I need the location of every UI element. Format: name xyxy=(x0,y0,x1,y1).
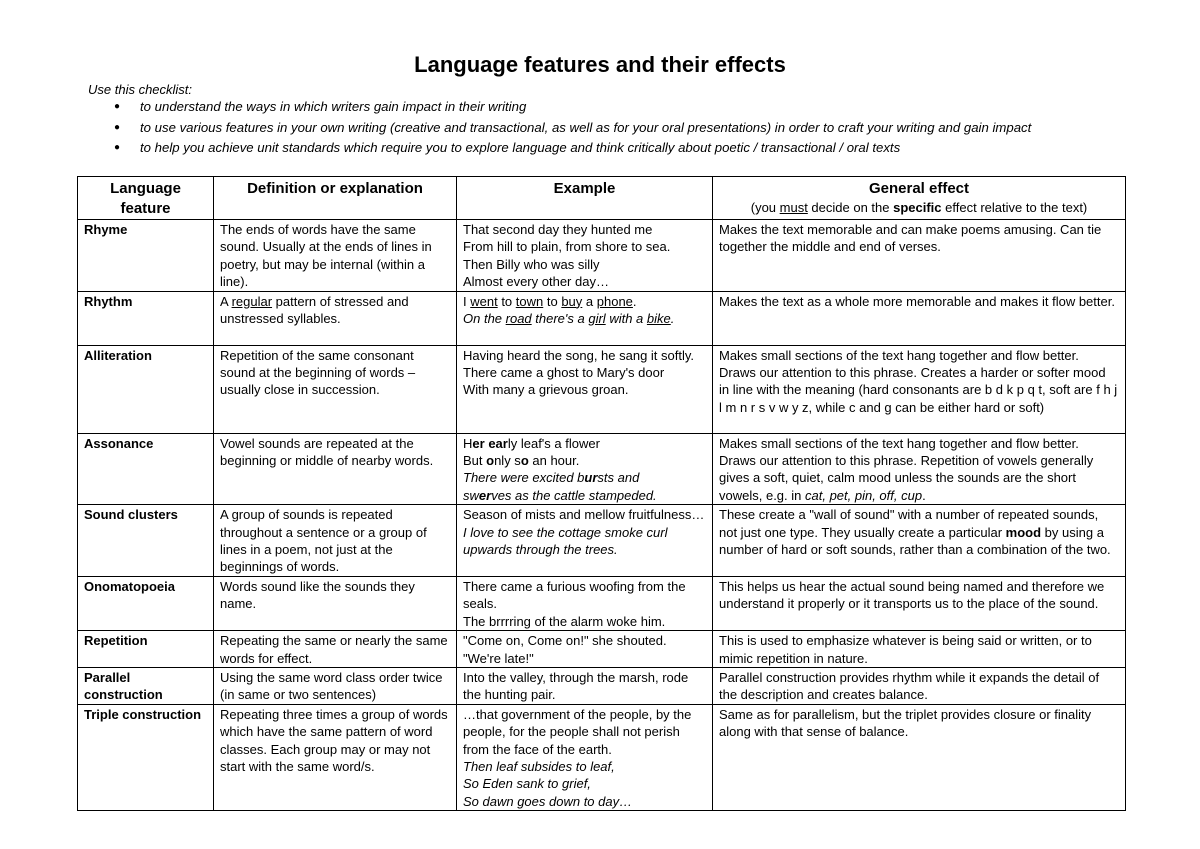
feature-name: Sound clusters xyxy=(78,505,214,577)
effect-cell: Makes small sections of the text hang together and flow better. Draws our attention to this phrase. Repetition of vowels generally gives a soft, quiet, calm mood unless the sounds are the short vowels, e.g. in cat, pet, pin, off, cup. xyxy=(713,433,1126,505)
header-feature: Language feature xyxy=(78,177,214,220)
table-row xyxy=(78,631,1126,668)
feature-name: Alliteration xyxy=(78,345,214,433)
checklist-item xyxy=(112,118,1162,139)
table-row xyxy=(78,345,1126,433)
intro-text: Use this checklist: xyxy=(88,82,193,97)
effect-cell: These create a "wall of sound" with a number of repeated sounds, not just one type. They usually create a particular mood by using a number of hard or soft sounds, rather than a combination of the two. xyxy=(713,505,1126,577)
definition-cell: Repeating three times a group of words which have the same pattern of word classes. Each group may or may not start with the same word/s. xyxy=(214,704,457,810)
effect-cell: Parallel construction provides rhythm while it expands the detail of the description and creates balance. xyxy=(713,667,1126,704)
bullet-icon: ● xyxy=(114,121,121,133)
header-effect-note: (you must decide on the specific effect relative to the text) xyxy=(750,200,1088,215)
definition-cell: The ends of words have the same sound. Usually at the ends of lines in poetry, but may be internal (within a line). xyxy=(214,220,457,292)
feature-name: Repetition xyxy=(78,631,214,668)
header-definition: Definition or explanation xyxy=(214,177,457,220)
feature-name: Triple construction xyxy=(78,704,214,810)
effect-cell: This is used to emphasize whatever is being said or written, or to mimic repetition in nature. xyxy=(713,631,1126,668)
checklist xyxy=(112,97,1162,159)
example-cell: Season of mists and mellow fruitfulness… I love to see the cottage smoke curl upwards through the trees. xyxy=(457,505,713,577)
effect-cell: Makes small sections of the text hang together and flow better. Draws our attention to this phrase. Creates a harder or softer mood in line with the meaning (hard consonants are b d k p q t, soft are f h j l m n r s v w y z, while c and g can be either hard or soft) xyxy=(713,345,1126,433)
table-row xyxy=(78,704,1126,810)
page-title: Language features and their effects xyxy=(414,52,786,77)
checklist-item xyxy=(112,97,1162,118)
feature-name: Rhythm xyxy=(78,291,214,345)
effect-cell: This helps us hear the actual sound being named and therefore we understand it properly or it transports us to the place of the sound. xyxy=(713,576,1126,630)
definition-cell: A group of sounds is repeated throughout a sentence or a group of lines in a poem, not just at the beginnings of words. xyxy=(214,505,457,577)
checklist-item-text: to understand the ways in which writers gain impact in their writing xyxy=(140,99,527,114)
table-row xyxy=(78,433,1126,505)
example-cell: Into the valley, through the marsh, rode the hunting pair. xyxy=(457,667,713,704)
definition-cell: Using the same word class order twice (in same or two sentences) xyxy=(214,667,457,704)
checklist-item-text: to help you achieve unit standards which require you to explore language and think critically about poetic / transactional / oral texts xyxy=(140,140,901,155)
feature-name: Assonance xyxy=(78,433,214,505)
feature-name: Onomatopoeia xyxy=(78,576,214,630)
checklist-item-text: to use various features in your own writing (creative and transactional, as well as for your oral presentations) in order to craft your writing and gain impact xyxy=(140,119,1032,135)
features-table xyxy=(77,176,1126,811)
checklist-item xyxy=(112,138,1162,159)
header-example: Example xyxy=(457,177,713,220)
example-cell: Her early leaf's a flower But only so an hour. There were excited bursts and swerves as the cattle stampeded. xyxy=(457,433,713,505)
bullet-icon: ● xyxy=(114,101,121,112)
header-effect xyxy=(713,177,1126,220)
example-cell: …that government of the people, by the people, for the people shall not perish from the face of the earth. Then leaf subsides to leaf, So Eden sank to grief, So dawn goes down to day… xyxy=(457,704,713,810)
table-row xyxy=(78,291,1126,345)
effect-cell: Same as for parallelism, but the triplet provides closure or finality along with that sense of balance. xyxy=(713,704,1126,810)
example-cell: That second day they hunted me From hill to plain, from shore to sea. Then Billy who was silly Almost every other day… xyxy=(457,220,713,292)
header-row xyxy=(78,177,1126,220)
bullet-icon: ● xyxy=(114,142,121,153)
example-cell: There came a furious woofing from the seals. The brrrring of the alarm woke him. xyxy=(457,576,713,630)
example-cell: I went to town to buy a phone. On the road there's a girl with a bike. xyxy=(457,291,713,345)
definition-cell: Repeating the same or nearly the same words for effect. xyxy=(214,631,457,668)
definition-cell: Words sound like the sounds they name. xyxy=(214,576,457,630)
effect-cell: Makes the text memorable and can make poems amusing. Can tie together the middle and end of verses. xyxy=(713,220,1126,292)
example-cell: Having heard the song, he sang it softly. There came a ghost to Mary's door With many a grievous groan. xyxy=(457,345,713,433)
table-row xyxy=(78,220,1126,292)
header-effect-title: General effect xyxy=(868,180,970,197)
table-row xyxy=(78,576,1126,630)
feature-name: Parallel construction xyxy=(78,667,214,704)
feature-name: Rhyme xyxy=(78,220,214,292)
table-row xyxy=(78,505,1126,577)
definition-cell: Vowel sounds are repeated at the beginning or middle of nearby words. xyxy=(214,433,457,505)
example-cell: "Come on, Come on!" she shouted. "We're late!" xyxy=(457,631,713,668)
table-row xyxy=(78,667,1126,704)
effect-cell: Makes the text as a whole more memorable and makes it flow better. xyxy=(713,291,1126,345)
definition-cell: A regular pattern of stressed and unstressed syllables. xyxy=(214,291,457,345)
definition-cell: Repetition of the same consonant sound at the beginning of words – usually close in succession. xyxy=(214,345,457,433)
